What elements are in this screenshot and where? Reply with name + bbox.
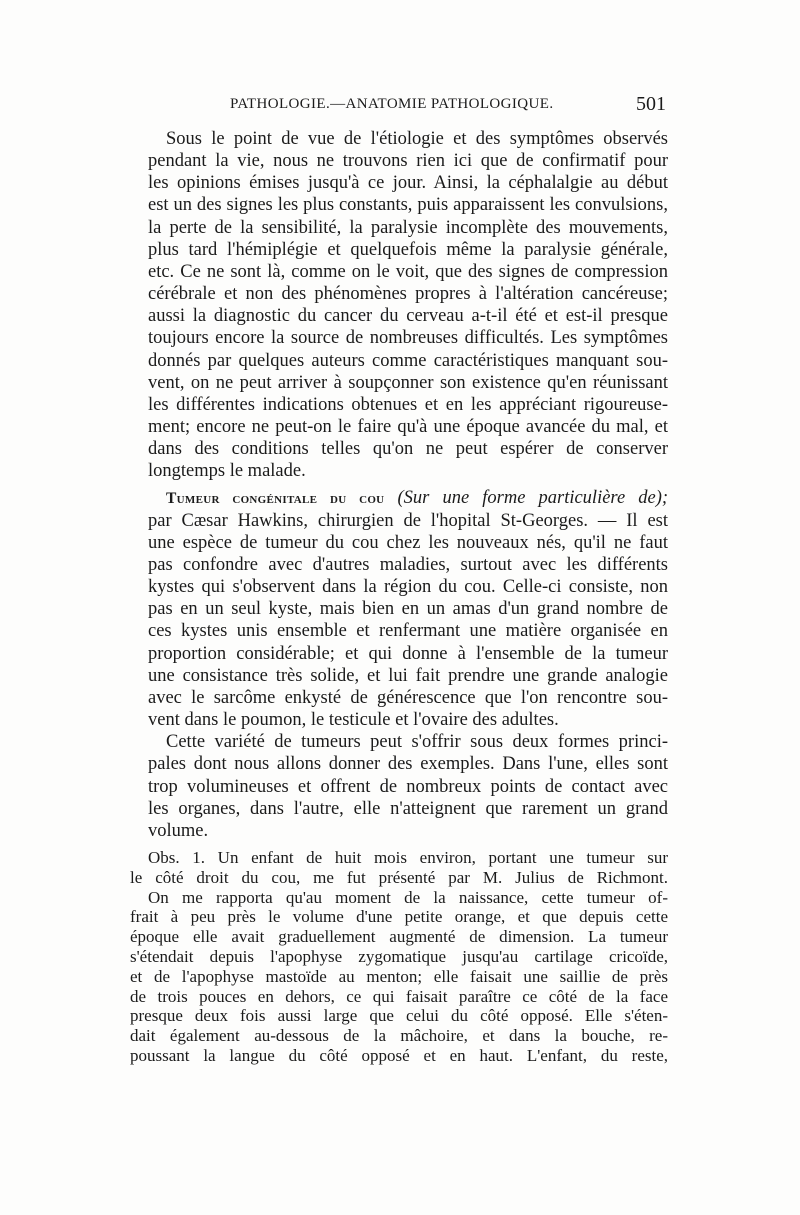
text-line: s'étendait depuis l'apophyse zygomatique jusqu'au cartilage cricoïde, [130, 946, 668, 966]
text-line: époque elle avait graduellement augmenté de dimension. La tumeur [130, 927, 668, 947]
text-line: kystes qui s'observent dans la région du cou. Celle-ci consiste, non [148, 577, 668, 598]
text-line: dans des conditions telles qu'on ne peut espérer de conserver [148, 439, 668, 460]
text-line: pas en un seul kyste, mais bien en un amas d'un grand nombre de [148, 599, 668, 620]
text-line: poussant la langue du côté opposé et en haut. L'enfant, du reste, [130, 1045, 668, 1065]
text-line: de trois pouces en dehors, ce qui faisait paraître ce côté de la face [130, 986, 668, 1006]
text-line: une espèce de tumeur du cou chez les nouveaux nés, qu'il ne faut [148, 532, 668, 553]
body-text [130, 128, 668, 1066]
text-line: ces kystes unis ensemble et renfermant une matière organisée en [148, 621, 668, 642]
text-line: ment; encore ne peut-on le faire qu'à une époque avancée du mal, et [148, 417, 668, 438]
text-line: pendant la vie, nous ne trouvons rien ici que de confirmatif pour [148, 151, 668, 172]
text-line: par Cæsar Hawkins, chirurgien de l'hopital St-Georges. — Il est [148, 510, 668, 531]
text-line: donnés par quelques auteurs comme caractéristiques manquant sou- [148, 350, 668, 371]
text-line: trop volumineuses et offrent de nombreux points de contact avec [148, 776, 668, 797]
text-line: cérébrale et non des phénomènes propres à l'altération cancéreuse; [148, 284, 668, 305]
observation-1-intro [130, 848, 668, 888]
text-line: On me rapporta qu'au moment de la naissance, cette tumeur of- [148, 887, 668, 907]
text-line: et de l'apophyse mastoïde au menton; elle faisait une saillie de près [130, 966, 668, 986]
text-line: presque deux fois aussi large que celui du côté opposé. Elle s'éten- [130, 1006, 668, 1026]
page-number: 501 [636, 93, 666, 115]
text-line: proportion considérable; et qui donne à l'ensemble de la tumeur [148, 643, 668, 664]
paragraph-varieties [130, 731, 668, 842]
text-line: avec le sarcôme enkysté de générescence que l'on rencontre sou- [148, 687, 668, 708]
text-line: etc. Ce ne sont là, comme on le voit, que des signes de compression [148, 261, 668, 282]
text-line: vent dans le poumon, le testicule et l'ovaire des adultes. [148, 710, 559, 731]
text-line: pas confondre avec d'autres maladies, surtout avec les différents [148, 554, 668, 575]
text-line: Cette variété de tumeurs peut s'offrir sous deux formes princi- [166, 732, 668, 753]
text-line: une consistance très solide, et lui fait prendre une grande analogie [148, 665, 668, 686]
text-line: volume. [148, 820, 209, 841]
text-line: le côté droit du cou, me fut présenté par M. Julius de Richmont. [130, 867, 668, 887]
paragraph-etiology [130, 128, 668, 483]
paragraph-congenital-tumor [130, 487, 668, 732]
text-line: dait également au-dessous de la mâchoire, et dans la bouche, re- [130, 1026, 668, 1046]
section-heading-italic: (Sur une forme particulière de); [397, 487, 669, 508]
text-line: frait à peu près le volume d'une petite orange, et que depuis cette [130, 907, 668, 927]
running-title: PATHOLOGIE.—ANATOMIE PATHOLOGIQUE. [230, 96, 554, 112]
running-header [130, 93, 666, 122]
text-line: longtemps le malade. [148, 461, 306, 482]
text-line: les différentes indications obtenues et en les appréciant rigoureuse- [148, 394, 668, 415]
section-heading-line [130, 487, 668, 510]
text-line: les opinions émises jusqu'à ce jour. Ainsi, la céphalalgie au début [148, 173, 668, 194]
text-line: vent, on ne peut arriver à soupçonner son existence qu'en réunissant [148, 372, 668, 393]
section-heading: Tumeur congénitale du cou [166, 489, 385, 507]
text-line: Obs. 1. Un enfant de huit mois environ, portant une tumeur sur [148, 848, 668, 867]
observation-1-body [130, 888, 668, 1066]
text-line: est un des signes les plus constants, puis apparaissent les convulsions, [148, 195, 668, 216]
text-line: aussi la diagnostic du cancer du cerveau a-t-il été et est-il presque [148, 306, 668, 327]
text-line: les organes, dans l'autre, elle n'atteignent que rarement un grand [148, 798, 668, 819]
text-line: Sous le point de vue de l'étiologie et des symptômes observés [166, 129, 668, 149]
text-line: la perte de la sensibilité, la paralysie incomplète des mouvements, [148, 217, 668, 238]
text-line: plus tard l'hémiplégie et quelquefois même la paralysie générale, [148, 239, 668, 260]
text-line: toujours encore la source de nombreuses difficultés. Les symptômes [148, 328, 668, 349]
text-line: pales dont nous allons donner des exemples. Dans l'une, elles sont [148, 754, 668, 775]
